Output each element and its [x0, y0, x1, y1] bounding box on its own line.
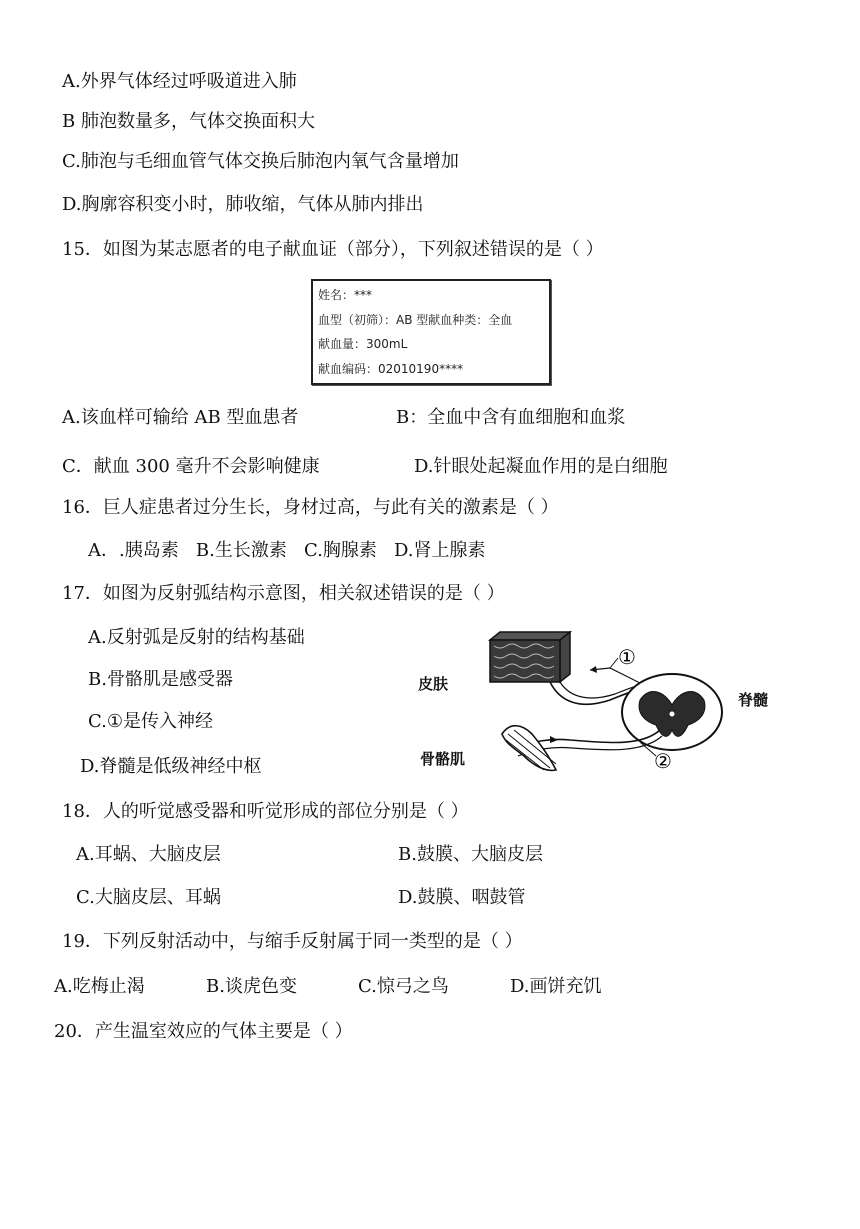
q15-option-a: A.该血样可输给 AB 型血患者	[62, 407, 299, 428]
card-code-line: 献血编码：02010190****	[318, 362, 464, 376]
spinal-cord-label: 脊髓	[738, 691, 769, 709]
q18-option-d: D.鼓膜、咽鼓管	[398, 887, 526, 908]
card-name-line: 姓名：***	[318, 288, 373, 302]
q20-stem: 20．产生温室效应的气体主要是（ ）	[54, 1021, 353, 1042]
marker-2: ②	[654, 749, 672, 773]
q17-option-d: D.脊髓是低级神经中枢	[80, 756, 262, 777]
q14-option-a: A.外界气体经过呼吸道进入肺	[62, 71, 297, 92]
q18-option-a: A.耳蜗、大脑皮层	[76, 844, 221, 865]
q19-option-a: A.吃梅止渴	[54, 976, 145, 997]
q17-stem: 17．如图为反射弧结构示意图，相关叙述错误的是（ ）	[62, 583, 505, 604]
q14-option-d: D.胸廓容积变小时，肺收缩，气体从肺内排出	[62, 194, 424, 215]
q18-stem: 18．人的听觉感受器和听觉形成的部位分别是（ ）	[62, 801, 469, 822]
q15-option-d: D.针眼处起凝血作用的是白细胞	[414, 456, 668, 477]
marker-1: ①	[618, 645, 636, 669]
q16-options: A．.胰岛素 B.生长激素 C.胸腺素 D.肾上腺素	[88, 540, 486, 561]
q18-option-b: B.鼓膜、大脑皮层	[398, 844, 543, 865]
spinal-cord	[622, 674, 722, 750]
q19-option-b: B.谈虎色变	[206, 976, 297, 997]
q19-option-d: D.画饼充饥	[510, 976, 602, 997]
reflex-arc-figure	[410, 630, 790, 778]
q15-stem: 15．如图为某志愿者的电子献血证（部分），下列叙述错误的是（ ）	[62, 239, 604, 260]
q14-option-c: C.肺泡与毛细血管气体交换后肺泡内氧气含量增加	[62, 151, 459, 172]
card-volume-line: 献血量：300mL	[318, 337, 408, 351]
q14-option-b: B 肺泡数量多，气体交换面积大	[62, 111, 315, 132]
skin-label: 皮肤	[418, 675, 449, 693]
blood-donation-card	[311, 279, 551, 385]
card-blood-type-line: 血型（初筛）：AB 型献血种类：全血	[318, 313, 513, 327]
q19-option-c: C.惊弓之鸟	[358, 976, 449, 997]
skin-block	[490, 632, 570, 682]
q15-option-c: C．献血 300 毫升不会影响健康	[62, 456, 320, 477]
q15-option-b: B：全血中含有血细胞和血浆	[396, 407, 626, 428]
q17-option-a: A.反射弧是反射的结构基础	[88, 627, 305, 648]
skeletal-muscle-label: 骨骼肌	[420, 750, 466, 768]
q18-option-c: C.大脑皮层、耳蜗	[76, 887, 221, 908]
q17-option-c: C.①是传入神经	[88, 711, 213, 732]
q16-stem: 16．巨人症患者过分生长，身材过高，与此有关的激素是（ ）	[62, 497, 559, 518]
q17-option-b: B.骨骼肌是感受器	[88, 669, 233, 690]
q19-stem: 19．下列反射活动中，与缩手反射属于同一类型的是（ ）	[62, 931, 523, 952]
